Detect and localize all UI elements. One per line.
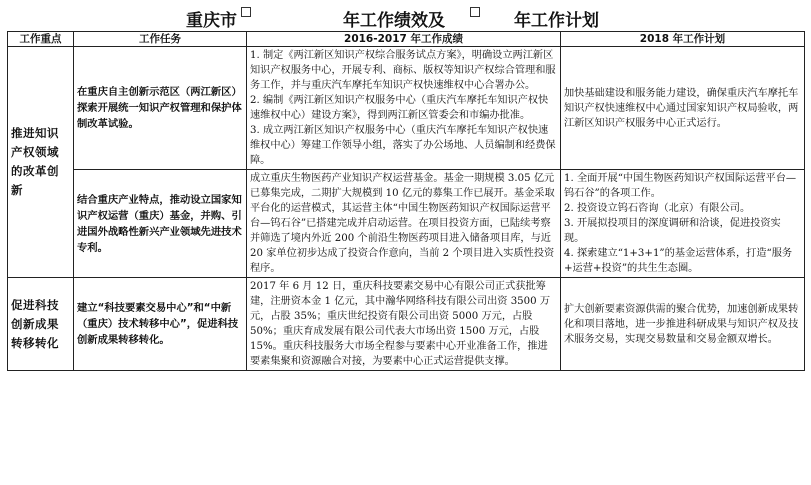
achievement-item: 2. 编制《两江新区知识产权服务中心（重庆汽车摩托车知识产权快速维权中心）建设方案》，得到两江新区管委会和市编办批准。 xyxy=(250,95,549,121)
achievements-cell xyxy=(247,170,561,278)
table-row xyxy=(8,278,805,371)
plan-cell: 扩大创新要素资源供需的聚合优势，加速创新成果转化和项目落地，进一步推进科研成果与知识产权及技术服务交易，实现交易数量和交易金额双增长。 xyxy=(561,278,805,371)
plan-item: 4. 探索建立“1+3+1”的基金运营体系，打造“服务+运营+投资”的共生生态圈。 xyxy=(564,248,793,274)
achievements-cell xyxy=(247,47,561,170)
work-plan-table xyxy=(7,31,805,371)
missing-glyph-box xyxy=(470,7,480,17)
table-row xyxy=(8,47,805,170)
focus-cell: 推进知识产权领域的改革创新 xyxy=(8,47,74,278)
plan-item: 3. 开展拟投项目的深度调研和洽谈，促进投资实现。 xyxy=(564,218,781,244)
table-header-row xyxy=(8,32,805,47)
task-cell: 结合重庆产业特点，推动设立国家知识产权运营（重庆）基金，并购、引进国外战略性新兴产业领域先进技术专利。 xyxy=(74,170,247,278)
task-cell: 建立“科技要素交易中心”和“中新（重庆）技术转移中心”，促进科技创新成果转移转化。 xyxy=(74,278,247,371)
table-row xyxy=(8,170,805,278)
title-part-city: 重庆市 xyxy=(186,11,237,31)
title-part-plan: 年工作计划 xyxy=(514,11,599,31)
achievement-item: 1. 制定《两江新区知识产权综合服务试点方案》，明确设立两江新区知识产权服务中心，开展专利、商标、版权等知识产权综合管理和服务工作，并与重庆汽车摩托车知识产权快速维权中心合署办公。 xyxy=(250,50,556,91)
plan-item: 1. 全面开展“中国生物医药知识产权国际运营平台—钨石谷”的各项工作。 xyxy=(564,173,797,199)
document-title xyxy=(0,4,811,30)
plan-cell xyxy=(561,170,805,278)
achievement-item: 成立重庆生物医药产业知识产权运营基金。基金一期规模 3.05 亿元已募集完成，二期扩大规模到 10 亿元的募集工作已展开。基金采取平台化的运营模式，其运营主体“中国生物医药知识产权国际运营平台—钨石谷”已搭建完成并启动运营。在项目投资方面，已陆续考察并筛选了境内外近 200 个前沿生物医药项目进入储备项目库，与近 20 家单位初步达成了投资合作意向，当前 2 个项目进入实质性投资程序。 xyxy=(250,173,555,274)
title-part-performance: 年工作绩效及 xyxy=(343,11,445,31)
plan-cell: 加快基础建设和服务能力建设，确保重庆汽车摩托车知识产权快速维权中心通过国家知识产权局验收，两江新区知识产权服务中心正式运行。 xyxy=(561,47,805,170)
achievements-cell xyxy=(247,278,561,371)
plan-item: 2. 投资设立钨石咨询（北京）有限公司。 xyxy=(564,203,751,214)
missing-glyph-box xyxy=(241,7,251,17)
header-plan: 2018 年工作计划 xyxy=(561,32,805,47)
header-focus: 工作重点 xyxy=(8,32,74,47)
header-task: 工作任务 xyxy=(74,32,247,47)
achievement-item: 3. 成立两江新区知识产权服务中心（重庆汽车摩托车知识产权快速维权中心）筹建工作领导小组，落实了办公场地、人员编制和经费保障。 xyxy=(250,125,556,166)
task-cell: 在重庆自主创新示范区（两江新区）探索开展统一知识产权管理和保护体制改革试验。 xyxy=(74,47,247,170)
achievement-item: 2017 年 6 月 12 日，重庆科技要素交易中心有限公司正式获批筹建，注册资本金 1 亿元，其中瀚华网络科技有限公司出资 3500 万元，占股 35%；重庆世纪投资有限公司出资 5000 万元，占股 50%；重庆育成发展有限公司代表大市场出资 1500 万元，占股 15%。重庆科技服务大市场全程参与要素中心开业准备工作，推进要素集聚和资源融合对接，为要素中心正式运营提供支撑。 xyxy=(250,281,551,367)
focus-cell: 促进科技创新成果转移转化 xyxy=(8,278,74,371)
header-achievements: 2016-2017 年工作成绩 xyxy=(247,32,561,47)
